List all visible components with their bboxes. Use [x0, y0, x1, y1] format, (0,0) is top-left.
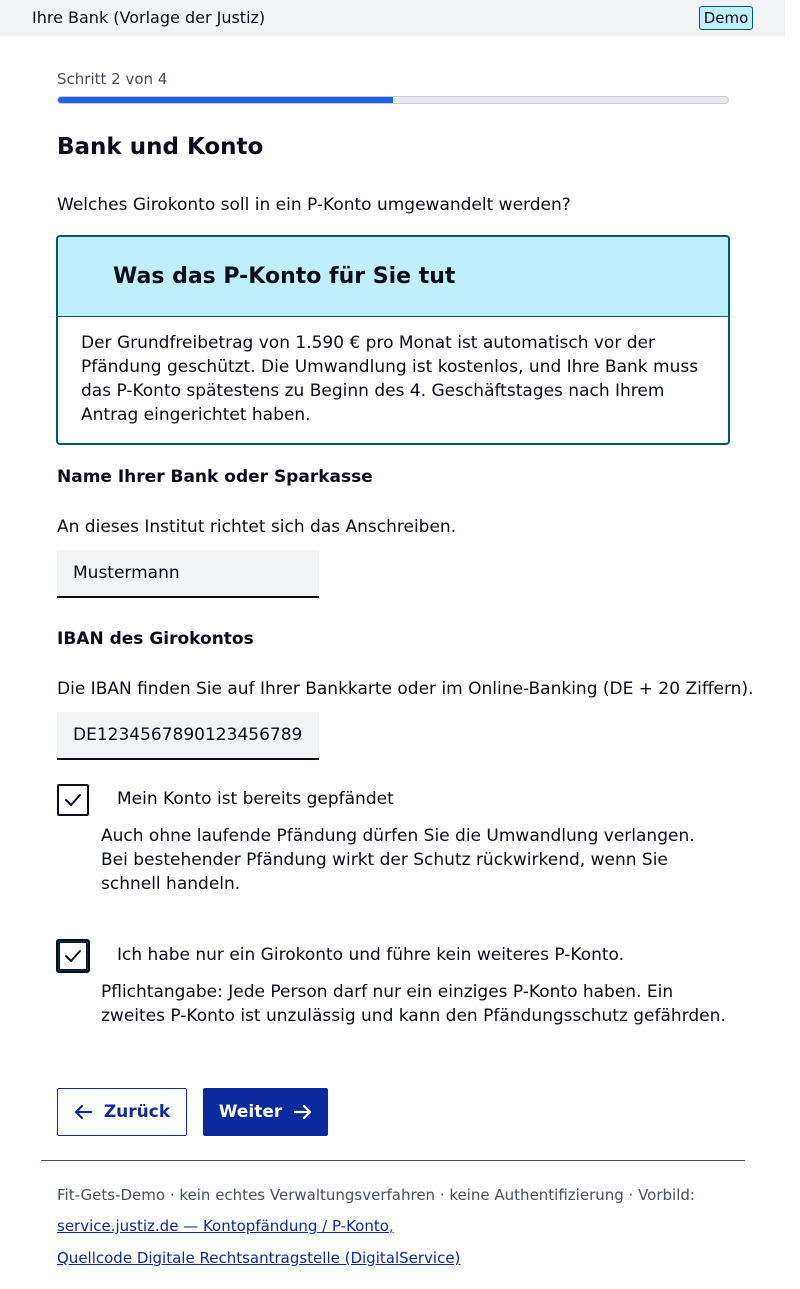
back-button[interactable]: [57, 1088, 187, 1136]
iban-input[interactable]: [57, 712, 319, 760]
already-garnished-description: Auch ohne laufende Pfändung dürfen Sie die Umwandlung verlangen. Bei bestehender Pfändung wirkt der Schutz rückwirkend, wenn Sie schnell handeln.: [101, 826, 695, 894]
progress-bar-fill: [58, 97, 393, 103]
footer-disclaimer: Fit-Gets-Demo · kein echtes Verwaltungsverfahren · keine Authentifizierung · Vorbild:: [57, 1186, 695, 1204]
iban-label: IBAN des Girokontos: [57, 629, 254, 649]
iban-hint: Die IBAN finden Sie auf Ihrer Bankkarte oder im Online-Banking (DE + 20 Ziffern).: [57, 679, 754, 699]
info-box-text: Der Grundfreibetrag von 1.590 € pro Monat ist automatisch vor der Pfändung geschützt. Die Umwandlung ist kostenlos, und Ihre Bank muss das P-Konto spätestens zu Beginn des 4. Geschäftstages nach Ihrem Antrag eingerichtet haben.: [81, 333, 699, 425]
info-box: [56, 235, 730, 445]
next-button-label: Weiter: [218, 1102, 283, 1122]
justiz-link[interactable]: service.justiz.de — Kontopfändung / P-Konto: [57, 1217, 389, 1235]
bank-header-title: Ihre Bank (Vorlage der Justiz): [32, 8, 266, 27]
bank-name-hint: An dieses Institut richtet sich das Anschreiben.: [57, 517, 457, 537]
already-garnished-label[interactable]: Mein Konto ist bereits gepfändet: [117, 789, 394, 809]
footer-separator: ,: [388, 1217, 394, 1235]
back-button-label: Zurück: [103, 1102, 171, 1122]
single-account-checkbox[interactable]: [57, 940, 89, 972]
arrow-right-icon: [294, 1104, 312, 1120]
bank-name-input[interactable]: [57, 550, 319, 598]
info-box-header: [58, 237, 728, 317]
demo-badge: Demo: [699, 6, 753, 30]
single-account-description: Pflichtangabe: Jede Person darf nur ein einziges P-Konto haben. Ein zweites P-Konto ist unzulässig und kann den Pfändungsschutz gefährden.: [101, 982, 726, 1026]
step-indicator: Schritt 2 von 4: [57, 70, 168, 88]
source-code-link[interactable]: Quellcode Digitale Rechtsantragstelle (DigitalService): [57, 1249, 461, 1267]
page-question: Welches Girokonto soll in ein P-Konto umgewandelt werden?: [57, 195, 571, 215]
checkmark-icon: [64, 947, 82, 965]
page-title: Bank und Konto: [57, 134, 264, 160]
bank-name-label: Name Ihrer Bank oder Sparkasse: [57, 467, 373, 487]
top-bar: [0, 0, 785, 36]
arrow-left-icon: [74, 1104, 92, 1120]
checkmark-icon: [64, 791, 82, 809]
footer-divider: [41, 1160, 745, 1161]
next-button[interactable]: [203, 1088, 328, 1136]
info-box-title: Was das P-Konto für Sie tut: [113, 264, 456, 289]
footer-link-row-1: [57, 1217, 394, 1235]
single-account-label[interactable]: Ich habe nur ein Girokonto und führe kein weiteres P-Konto.: [117, 945, 625, 965]
progress-bar: [57, 96, 729, 104]
already-garnished-checkbox[interactable]: [57, 784, 89, 816]
